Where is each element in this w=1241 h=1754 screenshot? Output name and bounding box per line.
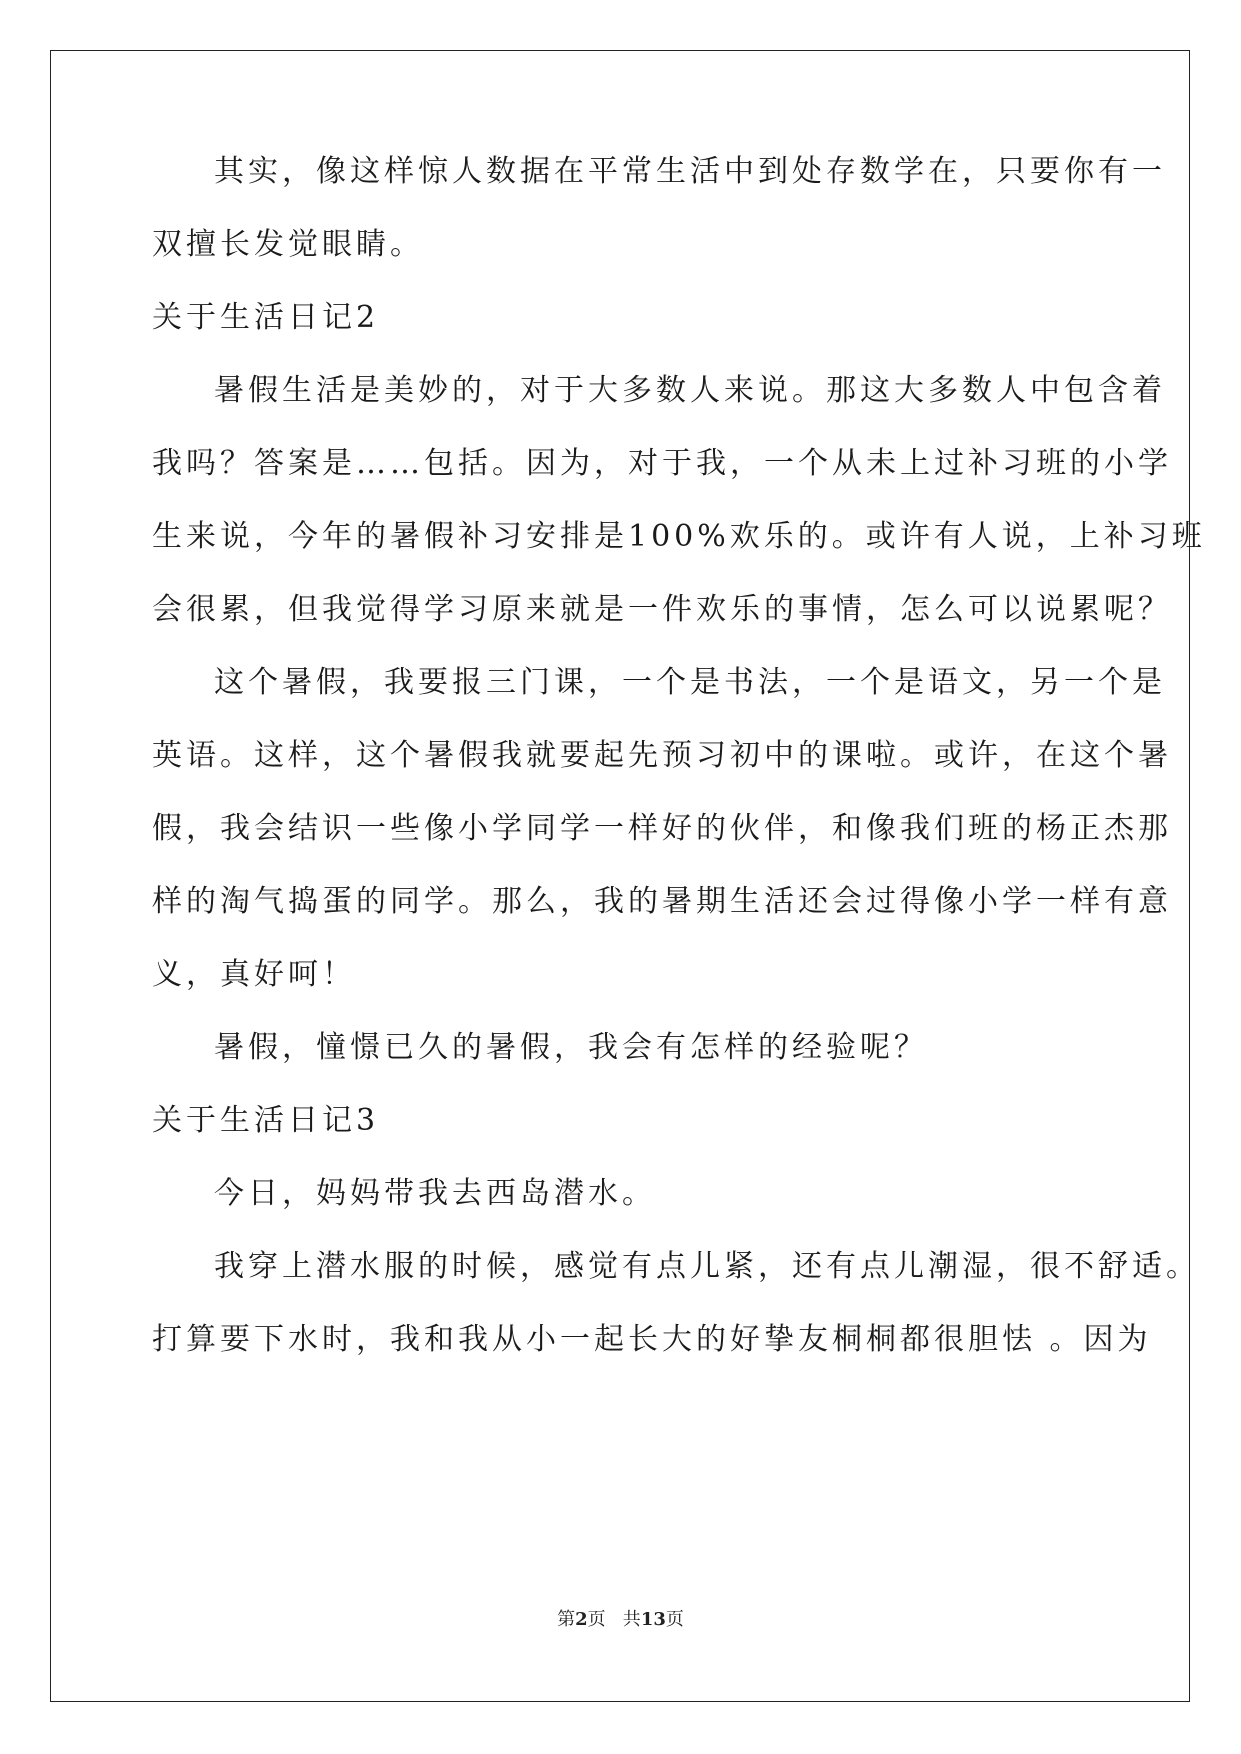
body-line: 假，我会结识一些像小学同学一样好的伙伴，和像我们班的杨正杰那 [152, 811, 1172, 846]
body-line: 会很累，但我觉得学习原来就是一件欢乐的事情，怎么可以说累呢？ [152, 592, 1172, 627]
body-line: 我吗？答案是……包括。因为，对于我，一个从未上过补习班的小学 [152, 446, 1172, 481]
body-line: 暑假生活是美妙的，对于大多数人来说。那这大多数人中包含着 [214, 373, 1166, 408]
body-line: 英语。这样，这个暑假我就要起先预习初中的课啦。或许，在这个暑 [152, 738, 1172, 773]
body-line: 生来说，今年的暑假补习安排是100%欢乐的。或许有人说，上补习班 [152, 519, 1206, 554]
body-line: 双擅长发觉眼睛。 [152, 227, 424, 262]
section-heading: 关于生活日记2 [152, 300, 380, 335]
footer-prefix: 第 [557, 1609, 576, 1630]
body-line: 暑假，憧憬已久的暑假，我会有怎样的经验呢？ [214, 1030, 928, 1065]
footer-suffix: 页 [665, 1609, 684, 1630]
current-page-number: 2 [575, 1609, 588, 1630]
body-line: 样的淘气捣蛋的同学。那么，我的暑期生活还会过得像小学一样有意 [152, 884, 1172, 919]
total-page-number: 13 [640, 1609, 666, 1630]
body-line: 我穿上潜水服的时候，感觉有点儿紧，还有点儿潮湿，很不舒适。 [214, 1249, 1200, 1284]
page-footer [0, 1608, 1241, 1632]
body-line: 其实，像这样惊人数据在平常生活中到处存数学在，只要你有一 [214, 154, 1166, 189]
footer-mid: 页 共 [587, 1609, 641, 1630]
section-heading: 关于生活日记3 [152, 1103, 380, 1138]
body-line: 打算要下水时，我和我从小一起长大的好挚友桐桐都很胆怯 。因为 [152, 1322, 1152, 1357]
body-line: 义，真好呵！ [152, 957, 356, 992]
body-line: 这个暑假，我要报三门课，一个是书法，一个是语文，另一个是 [214, 665, 1166, 700]
body-line: 今日，妈妈带我去西岛潜水。 [214, 1176, 656, 1211]
